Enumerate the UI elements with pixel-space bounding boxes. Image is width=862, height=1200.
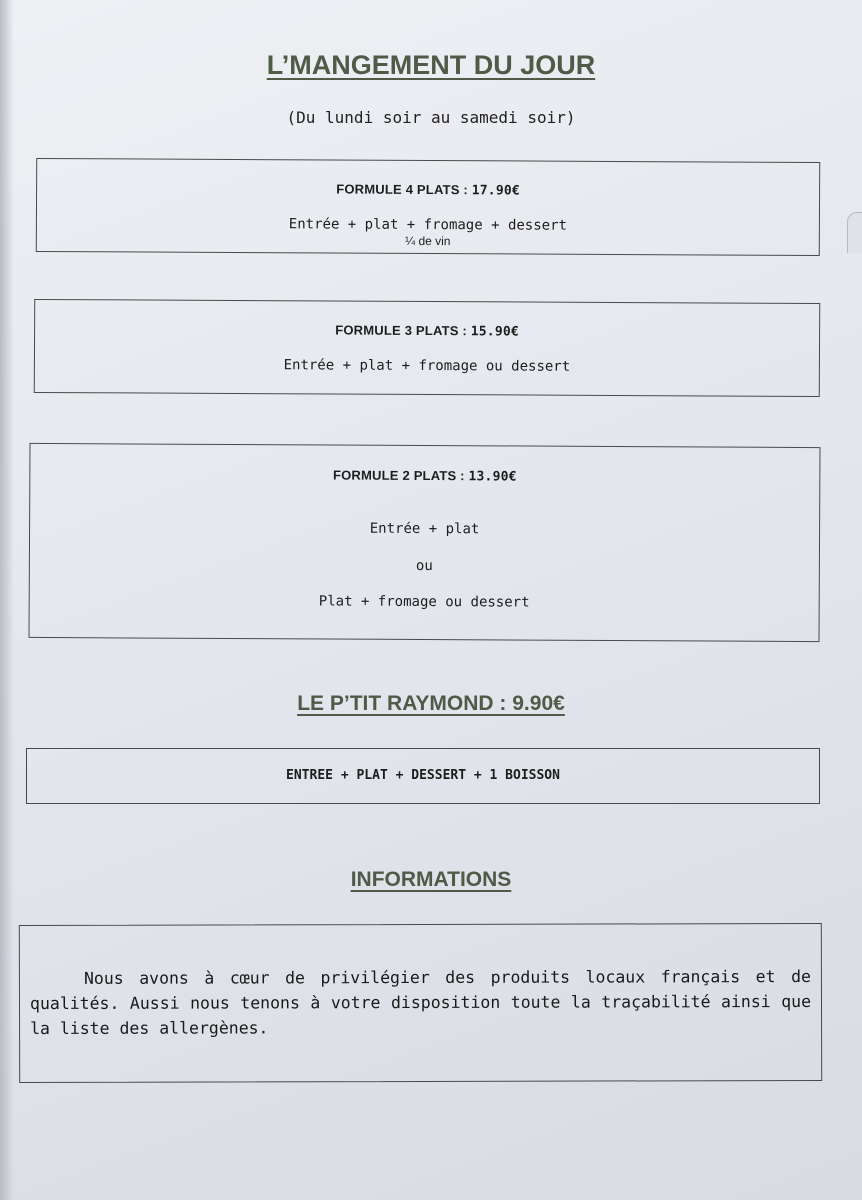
formula-3-label: FORMULE 3 PLATS bbox=[335, 322, 459, 339]
formula-4-title bbox=[37, 180, 819, 200]
raymond-title: LE P’TIT RAYMOND : 9.90€ bbox=[297, 692, 565, 715]
formula-4-label: FORMULE 4 PLATS bbox=[336, 181, 460, 198]
formula-2-separator: : bbox=[456, 468, 469, 484]
formula-4-price: 17.90€ bbox=[471, 183, 520, 199]
formula-2-option-2: Plat + fromage ou dessert bbox=[318, 593, 530, 611]
informations-box bbox=[19, 923, 822, 1083]
formula-3-price: 15.90€ bbox=[470, 324, 519, 340]
formula-2-label: FORMULE 2 PLATS bbox=[332, 467, 457, 484]
raymond-content: ENTREE + PLAT + DESSERT + 1 BOISSON bbox=[286, 768, 560, 783]
formula-2-box bbox=[28, 443, 820, 642]
formula-4-separator: : bbox=[459, 182, 472, 198]
formula-4-note: ¼ de vin bbox=[405, 233, 451, 249]
formula-2-option-1: Entrée + plat bbox=[369, 520, 480, 538]
sheet-edge-shadow bbox=[0, 0, 14, 1200]
formula-2-title bbox=[30, 466, 819, 486]
formula-2-or: ou bbox=[415, 557, 433, 575]
formula-3-box bbox=[34, 299, 820, 397]
sleeve-corner bbox=[847, 212, 862, 253]
formula-4-box bbox=[36, 158, 820, 256]
formula-4-content: Entrée + plat + fromage + dessert bbox=[288, 216, 568, 234]
raymond-box bbox=[26, 748, 820, 804]
formula-3-title bbox=[35, 321, 819, 341]
page-title: L’MANGEMENT DU JOUR bbox=[266, 50, 596, 80]
informations-text: Nous avons à cœur de privilégier des produits locaux français et de qualités. Aussi nous tenons à votre disposition toute la traçabilité ainsi que la liste des allergènes. bbox=[29, 966, 812, 1039]
formula-3-separator: : bbox=[458, 323, 471, 339]
service-days: (Du lundi soir au samedi soir) bbox=[286, 108, 576, 127]
informations-title: INFORMATIONS bbox=[350, 868, 512, 891]
formula-3-content: Entrée + plat + fromage ou dessert bbox=[283, 357, 571, 375]
formula-2-price: 13.90€ bbox=[468, 469, 517, 485]
